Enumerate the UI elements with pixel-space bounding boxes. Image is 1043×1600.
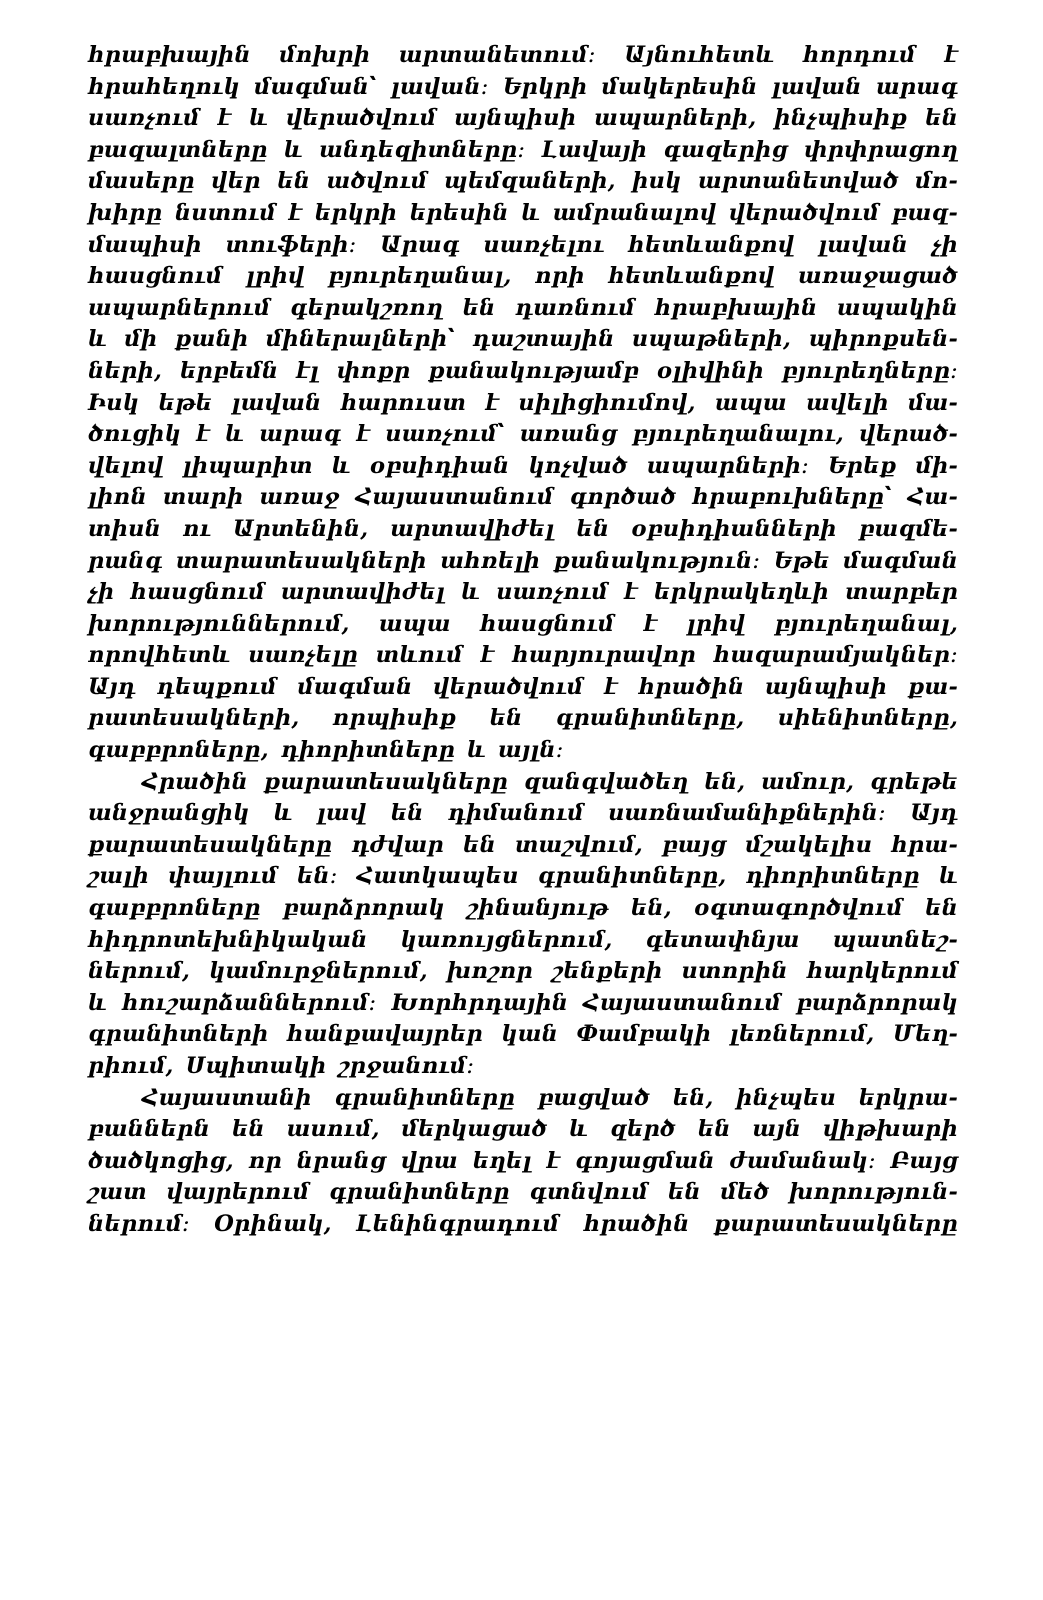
text-line: րիում, Սպիտակի շրջանում։	[88, 1053, 475, 1079]
paragraph-1	[88, 40, 958, 767]
text-line: մասերը վեր են ածվում պեմզաների, իսկ արտանետված մո-	[88, 168, 958, 195]
text-line: րանգ տարատեսակների ահռելի քանակություն։ Եթե մագման	[88, 547, 958, 574]
text-line: հիդրոտեխնիկական կառույցներում, գետափնյա պատնեշ-	[88, 926, 958, 953]
text-line: Այդ դեպքում մագման վերածվում է հրածին այնպիսի քա-	[88, 673, 958, 700]
text-line: և հուշարձաններում։ Խորհրդային Հայաստանում բարձրորակ	[88, 989, 958, 1016]
text-line: լիոն տարի առաջ Հայաստանում գործած հրաբուխները՝ Հա-	[88, 484, 958, 511]
text-line: հրաբխային մոխրի արտանետում։ Այնուհետև հորդում է	[88, 42, 958, 68]
text-line: րատեսակների, որպիսիք են գրանիտները, սիենիտները,	[88, 705, 958, 732]
text-line: գրանիտների հանքավայրեր կան Փամբակի լեռներում, Մեղ-	[88, 1021, 958, 1048]
book-page	[88, 40, 958, 1241]
text-line: Հայաստանի գրանիտները բացված են, ինչպես երկրա-	[142, 1084, 958, 1111]
text-line: գաբբրոները բարձրորակ շինանյութ են, օգտագործվում են	[88, 895, 958, 922]
text-line: քարատեսակները դժվար են տաշվում, բայց մշակելիս հրա-	[88, 831, 958, 858]
text-line: տիսն ու Արտենին, արտավիժել են օբսիդիանների բազմե-	[88, 515, 958, 542]
text-line: շատ վայրերում գրանիտները գտնվում են մեծ խորություն-	[88, 1179, 958, 1206]
text-line: Հրածին քարատեսակները զանգվածեղ են, ամուր, գրեթե	[142, 768, 958, 795]
text-line: չի հասցնում արտավիժել և սառչում է երկրակեղևի տարբեր	[88, 579, 958, 606]
text-line: գաբբրոները, դիորիտները և այլն։	[88, 737, 564, 764]
text-line: հրահեղուկ մագման՝ լավան։ Երկրի մակերեսին լավան արագ	[88, 73, 958, 100]
paragraph-2	[88, 767, 958, 1083]
text-line: մապիսի տուֆերի։ Արագ սառչելու հետևանքով լավան չի	[88, 231, 958, 258]
text-line: ների, երբեմն էլ փոքր քանակությամբ օլիվինի բյուրեղները։	[88, 357, 958, 384]
text-line: բազալտները և անդեզիտները։ Լավայի գազերից փրփրացող	[88, 136, 958, 163]
text-line: որովհետև սառչելը տևում է հարյուրավոր հազարամյակներ։	[88, 642, 958, 669]
text-line: անջրանցիկ և լավ են դիմանում սառնամանիքներին։ Այդ	[88, 800, 958, 827]
text-line: խորություններում, ապա հասցնում է լրիվ բյուրեղանալ,	[88, 610, 958, 637]
text-line: սառչում է և վերածվում այնպիսի ապարների, ինչպիսիք են	[88, 105, 958, 132]
text-line: ծածկոցից, որ նրանց վրա եղել է գոյացման ժամանակ։ Բայց	[88, 1147, 958, 1174]
text-line: բաններն են ասում, մերկացած և զերծ են այն վիթխարի	[88, 1116, 958, 1143]
text-line: ծուցիկ է և արագ է սառչում՝ առանց բյուրեղանալու, վերած-	[88, 421, 958, 448]
text-line: Իսկ եթե լավան հարուստ է սիլիցիումով, ապա ավելի մա-	[88, 389, 958, 416]
text-line: վելով լիպարիտ և օբսիդիան կոչված ապարների։ Երեք մի-	[88, 452, 958, 479]
text-line: և մի քանի միներալների՝ դաշտային սպաթների, պիրոքսեն-	[88, 326, 958, 353]
text-line: ներում, կամուրջներում, խոշոր շենքերի ստորին հարկերում	[88, 958, 958, 985]
text-line: խիրը նստում է երկրի երեսին և ամրանալով վերածվում բազ-	[88, 199, 958, 226]
text-line: ներում։ Օրինակ, Լենինգրադում հրածին քարատեսակները	[88, 1210, 958, 1237]
text-line: ապարներում գերակշռող են դառնում հրաբխային ապակին	[88, 294, 958, 321]
text-line: հասցնում լրիվ բյուրեղանալ, որի հետևանքով առաջացած	[88, 263, 958, 290]
paragraph-3	[88, 1083, 958, 1241]
text-line: շալի փայլում են։ Հատկապես գրանիտները, դիորիտները և	[88, 863, 958, 890]
